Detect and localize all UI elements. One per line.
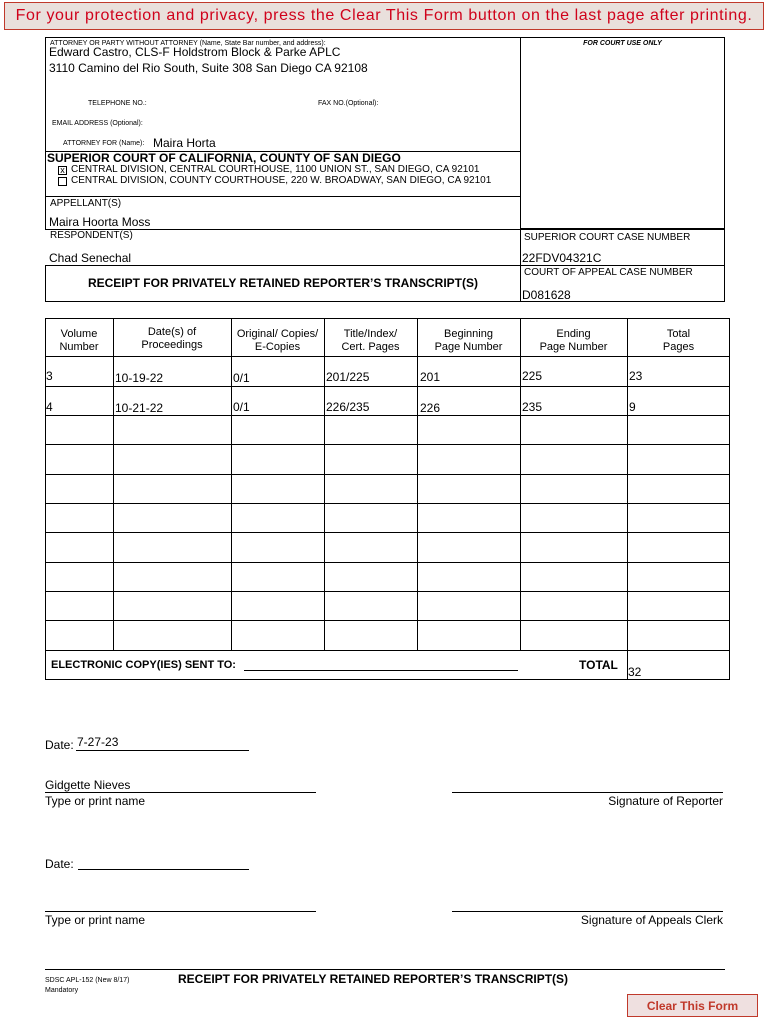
- row-line: [45, 650, 730, 651]
- col-header-volume: [45, 328, 113, 354]
- col-header-line: Total: [666, 328, 691, 340]
- col-line: [231, 318, 232, 650]
- col-header-line: Proceedings: [141, 339, 203, 351]
- electronic-copy-label: ELECTRONIC COPY(IES) SENT TO:: [51, 659, 236, 671]
- footer-divider: [45, 969, 725, 970]
- row-line: [45, 562, 730, 563]
- row-line: [45, 356, 730, 357]
- col-header-title-pages: [324, 328, 417, 354]
- court-use-box: [520, 37, 725, 229]
- division2-label: CENTRAL DIVISION, COUNTY COURTHOUSE, 220 W. BROADWAY, SAN DIEGO, CA 92101: [71, 175, 492, 186]
- col-line: [324, 318, 325, 650]
- attorney-for-label: ATTORNEY FOR (Name):: [63, 140, 145, 147]
- col-line: [627, 318, 628, 680]
- col-header-line: Volume: [60, 328, 98, 340]
- row-line: [45, 591, 730, 592]
- email-label: EMAIL ADDRESS (Optional):: [52, 120, 143, 127]
- col-header-line: Title/Index/: [343, 328, 398, 340]
- signature-reporter-label: Signature of Reporter: [608, 794, 723, 808]
- col-header-dates: [113, 326, 231, 352]
- form-title: RECEIPT FOR PRIVATELY RETAINED REPORTER’S TRANSCRIPT(S): [87, 276, 479, 290]
- superior-case-value[interactable]: 22FDV04321C: [522, 251, 602, 265]
- cell-total[interactable]: 9: [629, 400, 636, 414]
- type-print-label: Type or print name: [45, 913, 146, 927]
- clerk-signature-line[interactable]: [452, 911, 723, 912]
- divider: [520, 265, 725, 266]
- mandatory-label: Mandatory: [45, 987, 79, 994]
- signature-clerk-label: Signature of Appeals Clerk: [580, 913, 723, 927]
- date1-label: Date:: [45, 738, 74, 752]
- date1-value[interactable]: 7-27-23: [77, 735, 119, 749]
- date1-line: [76, 750, 249, 751]
- attorney-address[interactable]: 3110 Camino del Rio South, Suite 308 San Diego CA 92108: [49, 61, 368, 75]
- cell-volume[interactable]: 3: [46, 369, 53, 383]
- col-header-line: Date(s) of: [147, 326, 197, 338]
- footer-title: RECEIPT FOR PRIVATELY RETAINED REPORTER’S TRANSCRIPT(S): [178, 972, 569, 986]
- row-line: [45, 415, 730, 416]
- cell-ending[interactable]: 235: [522, 400, 543, 414]
- electronic-copy-line[interactable]: [244, 670, 518, 671]
- privacy-banner: For your protection and privacy, press the Clear This Form button on the last page after printing.: [4, 2, 764, 30]
- reporter-name[interactable]: Gidgette Nieves: [45, 778, 131, 792]
- cell-title-pages[interactable]: 201/225: [326, 370, 370, 384]
- col-header-line: Original/ Copies/: [236, 328, 319, 340]
- form-code: SDSC APL-152 (New 8/17): [45, 977, 130, 984]
- divider: [45, 196, 521, 197]
- row-line: [45, 474, 730, 475]
- col-header-beginning: [417, 328, 520, 354]
- type-print-label: Type or print name: [45, 794, 146, 808]
- cell-ending[interactable]: 225: [522, 369, 543, 383]
- col-header-line: Pages: [662, 341, 695, 353]
- appeal-case-label: COURT OF APPEAL CASE NUMBER: [524, 267, 693, 278]
- col-header-line: Cert. Pages: [341, 341, 400, 353]
- attorney-for-value[interactable]: Maira Horta: [153, 136, 216, 150]
- clerk-name-line[interactable]: [45, 911, 316, 912]
- appellant-label: APPELLANT(S): [50, 198, 122, 209]
- superior-case-label: SUPERIOR COURT CASE NUMBER: [524, 232, 691, 243]
- respondent-label: RESPONDENT(S): [50, 230, 133, 241]
- fax-label: FAX NO.(Optional):: [318, 100, 379, 107]
- reporter-signature-line[interactable]: [452, 792, 723, 793]
- col-header-line: E-Copies: [254, 341, 301, 353]
- col-line: [520, 318, 521, 650]
- col-header-line: Ending: [556, 328, 591, 340]
- appellant-value[interactable]: Maira Hoorta Moss: [49, 215, 151, 229]
- date2-line: [78, 869, 249, 870]
- row-line: [45, 532, 730, 533]
- col-header-line: Number: [59, 341, 99, 353]
- cell-copies[interactable]: 0/1: [233, 371, 250, 385]
- division1-label: CENTRAL DIVISION, CENTRAL COURTHOUSE, 1100 UNION ST., SAN DIEGO, CA 92101: [71, 164, 480, 175]
- attorney-label: ATTORNEY OR PARTY WITHOUT ATTORNEY (Name, State Bar number, and address):: [50, 40, 326, 47]
- cell-beginning[interactable]: 201: [420, 370, 441, 384]
- col-header-line: Page Number: [434, 341, 503, 353]
- row-line: [45, 444, 730, 445]
- telephone-label: TELEPHONE NO.:: [88, 100, 147, 107]
- respondent-value[interactable]: Chad Senechal: [49, 251, 132, 265]
- total-value[interactable]: 32: [628, 665, 642, 679]
- cell-copies[interactable]: 0/1: [233, 400, 250, 414]
- col-header-copies: [231, 328, 324, 354]
- cell-volume[interactable]: 4: [46, 400, 53, 414]
- division1-checkbox[interactable]: x: [58, 166, 67, 175]
- col-header-line: Beginning: [444, 328, 493, 340]
- cell-date[interactable]: 10-21-22: [115, 401, 164, 415]
- cell-date[interactable]: 10-19-22: [115, 371, 164, 385]
- attorney-name[interactable]: Edward Castro, CLS-F Holdstrom Block & Parke APLC: [49, 45, 341, 59]
- court-title: SUPERIOR COURT OF CALIFORNIA, COUNTY OF SAN DIEGO: [47, 151, 401, 165]
- col-line: [113, 318, 114, 650]
- total-label: TOTAL: [579, 658, 618, 672]
- appeal-case-value[interactable]: D081628: [522, 288, 571, 302]
- col-line: [417, 318, 418, 650]
- row-line: [45, 386, 730, 387]
- row-line: [45, 620, 730, 621]
- cell-title-pages[interactable]: 226/235: [326, 400, 370, 414]
- cell-beginning[interactable]: 226: [420, 401, 441, 415]
- row-line: [45, 503, 730, 504]
- reporter-name-line: [45, 792, 316, 793]
- division2-checkbox[interactable]: [58, 177, 67, 186]
- date2-label: Date:: [45, 857, 74, 871]
- col-header-total: [627, 328, 730, 354]
- court-use-label: FOR COURT USE ONLY: [583, 40, 662, 47]
- col-header-line: Page Number: [539, 341, 608, 353]
- col-header-ending: [520, 328, 627, 354]
- cell-total[interactable]: 23: [629, 369, 643, 383]
- clear-form-button[interactable]: Clear This Form: [627, 994, 758, 1017]
